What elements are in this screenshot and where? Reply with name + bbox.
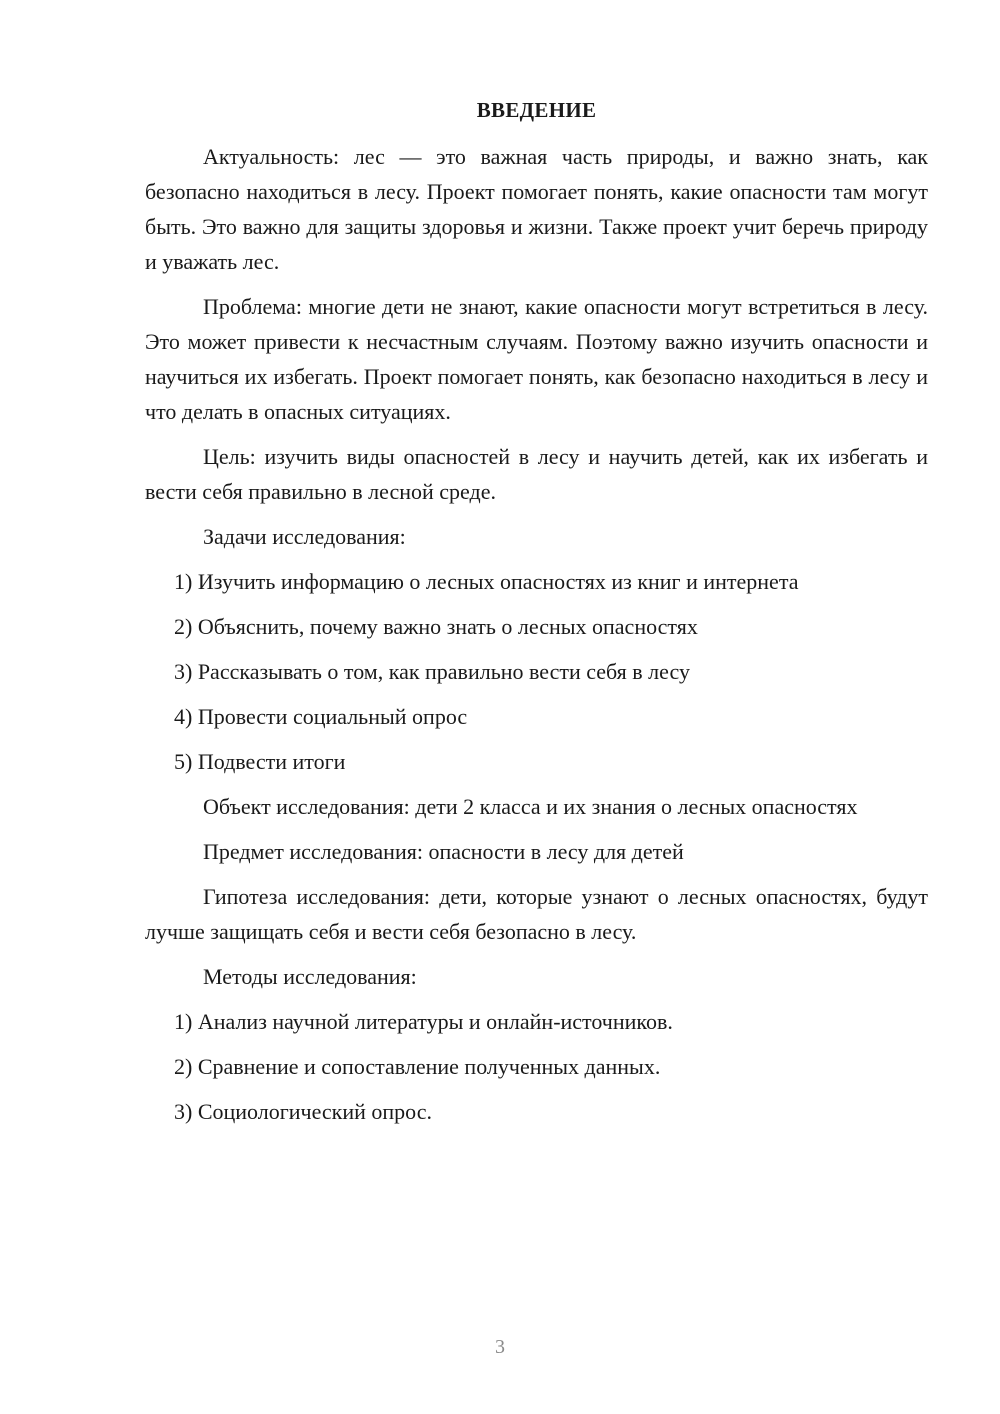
object-paragraph: Объект исследования: дети 2 класса и их знания о лесных опасностях [203,794,858,819]
section-title: ВВЕДЕНИЕ [476,98,597,122]
list-item: 3) Социологический опрос. [174,1099,432,1124]
list-item: 2) Сравнение и сопоставление полученных данных. [174,1054,661,1079]
list-item: 2) Объяснить, почему важно знать о лесных опасностях [174,614,698,639]
list-item: 1) Изучить информацию о лесных опасностях из книг и интернета [174,569,799,594]
list-item: 3) Рассказывать о том, как правильно вести себя в лесу [174,659,690,684]
relevance-paragraph: Актуальность: лес — это важная часть природы, и важно знать, как безопасно находиться в лесу. Проект помогает понять, какие опасности там могут быть. Это важно для защиты здоровья и жизни. Также проект учит беречь природу и уважать лес. [145,144,928,274]
hypothesis-paragraph: Гипотеза исследования: дети, которые узнают о лесных опасностях, будут лучше защищать себя и вести себя безопасно в лесу. [145,884,928,944]
tasks-heading: Задачи исследования: [203,524,406,549]
tasks-list [145,564,928,779]
subject-paragraph: Предмет исследования: опасности в лесу для детей [203,839,684,864]
list-item: 1) Анализ научной литературы и онлайн-источников. [174,1009,673,1034]
goal-paragraph: Цель: изучить виды опасностей в лесу и научить детей, как их избегать и вести себя правильно в лесной среде. [145,444,928,504]
problem-paragraph: Проблема: многие дети не знают, какие опасности могут встретиться в лесу. Это может привести к несчастным случаям. Поэтому важно изучить опасности и научиться их избегать. Проект помогает понять, как безопасно находиться в лесу и что делать в опасных ситуациях. [145,294,928,424]
methods-heading: Методы исследования: [203,964,417,989]
list-item: 5) Подвести итоги [174,749,346,774]
methods-list [145,1004,928,1129]
list-item: 4) Провести социальный опрос [174,704,468,729]
document-page [145,95,928,1139]
page-number: 3 [495,1336,505,1358]
